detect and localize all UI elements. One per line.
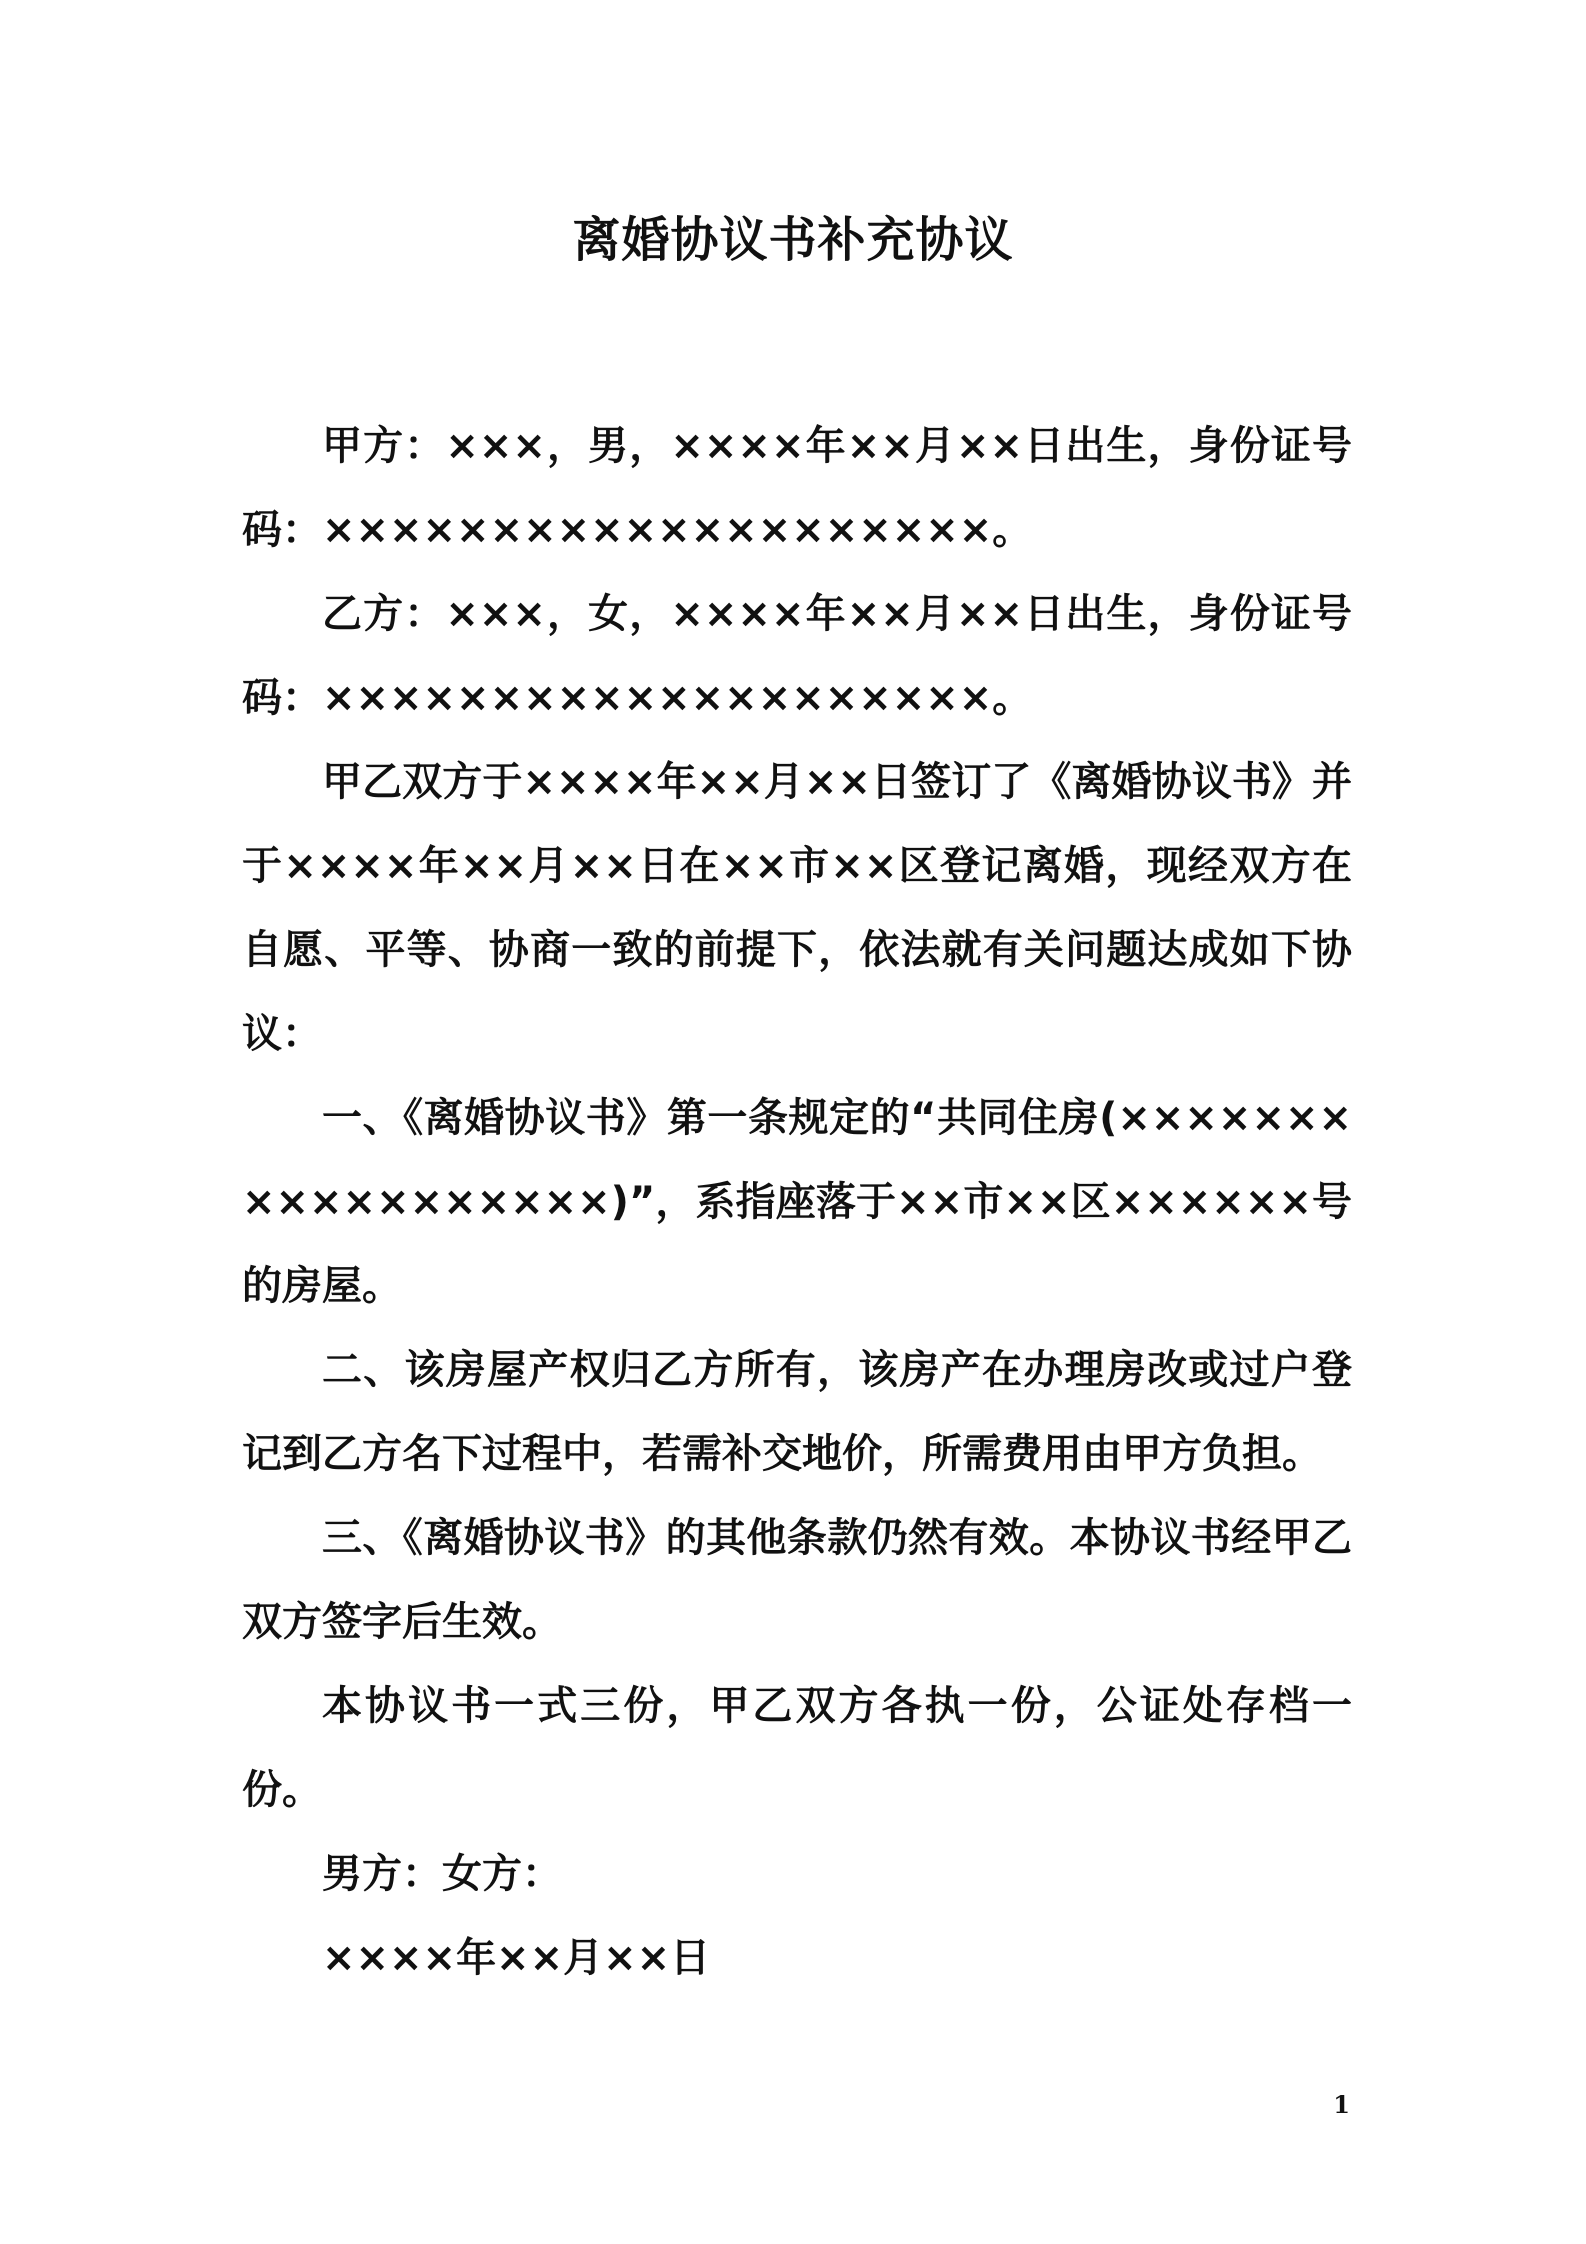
- date-line: ××××年××月××日: [322, 1935, 711, 1981]
- clause-one-paragraph: 一、《离婚协议书》第一条规定的“共同住房(××××××××××××××××××)”，系指座落于××市××区××××××号的房屋。: [242, 1095, 1352, 1309]
- preamble-paragraph: 甲乙双方于××××年××月××日签订了《离婚协议书》并于××××年××月××日在××市××区登记离婚，现经双方在自愿、平等、协商一致的前提下，依法就有关问题达成如下协议：: [242, 759, 1352, 1057]
- copies-paragraph: 本协议书一式三份，甲乙双方各执一份，公证处存档一份。: [242, 1683, 1352, 1813]
- page-number: 1: [1333, 2090, 1350, 2119]
- clause-three-paragraph: 三、《离婚协议书》的其他条款仍然有效。本协议书经甲乙双方签字后生效。: [242, 1515, 1352, 1645]
- clause-two-paragraph: 二、该房屋产权归乙方所有，该房产在办理房改或过户登记到乙方名下过程中，若需补交地价，所需费用由甲方负担。: [242, 1347, 1352, 1477]
- party-a-paragraph: 甲方：×××，男，××××年××月××日出生，身份证号码：××××××××××××××××××××。: [242, 423, 1352, 553]
- document-title: 离婚协议书补充协议: [572, 212, 1014, 268]
- party-b-paragraph: 乙方：×××，女，××××年××月××日出生，身份证号码：××××××××××××××××××××。: [242, 591, 1352, 721]
- document-body: [242, 404, 1352, 2000]
- signature-line: 男方：女方：: [322, 1851, 562, 1897]
